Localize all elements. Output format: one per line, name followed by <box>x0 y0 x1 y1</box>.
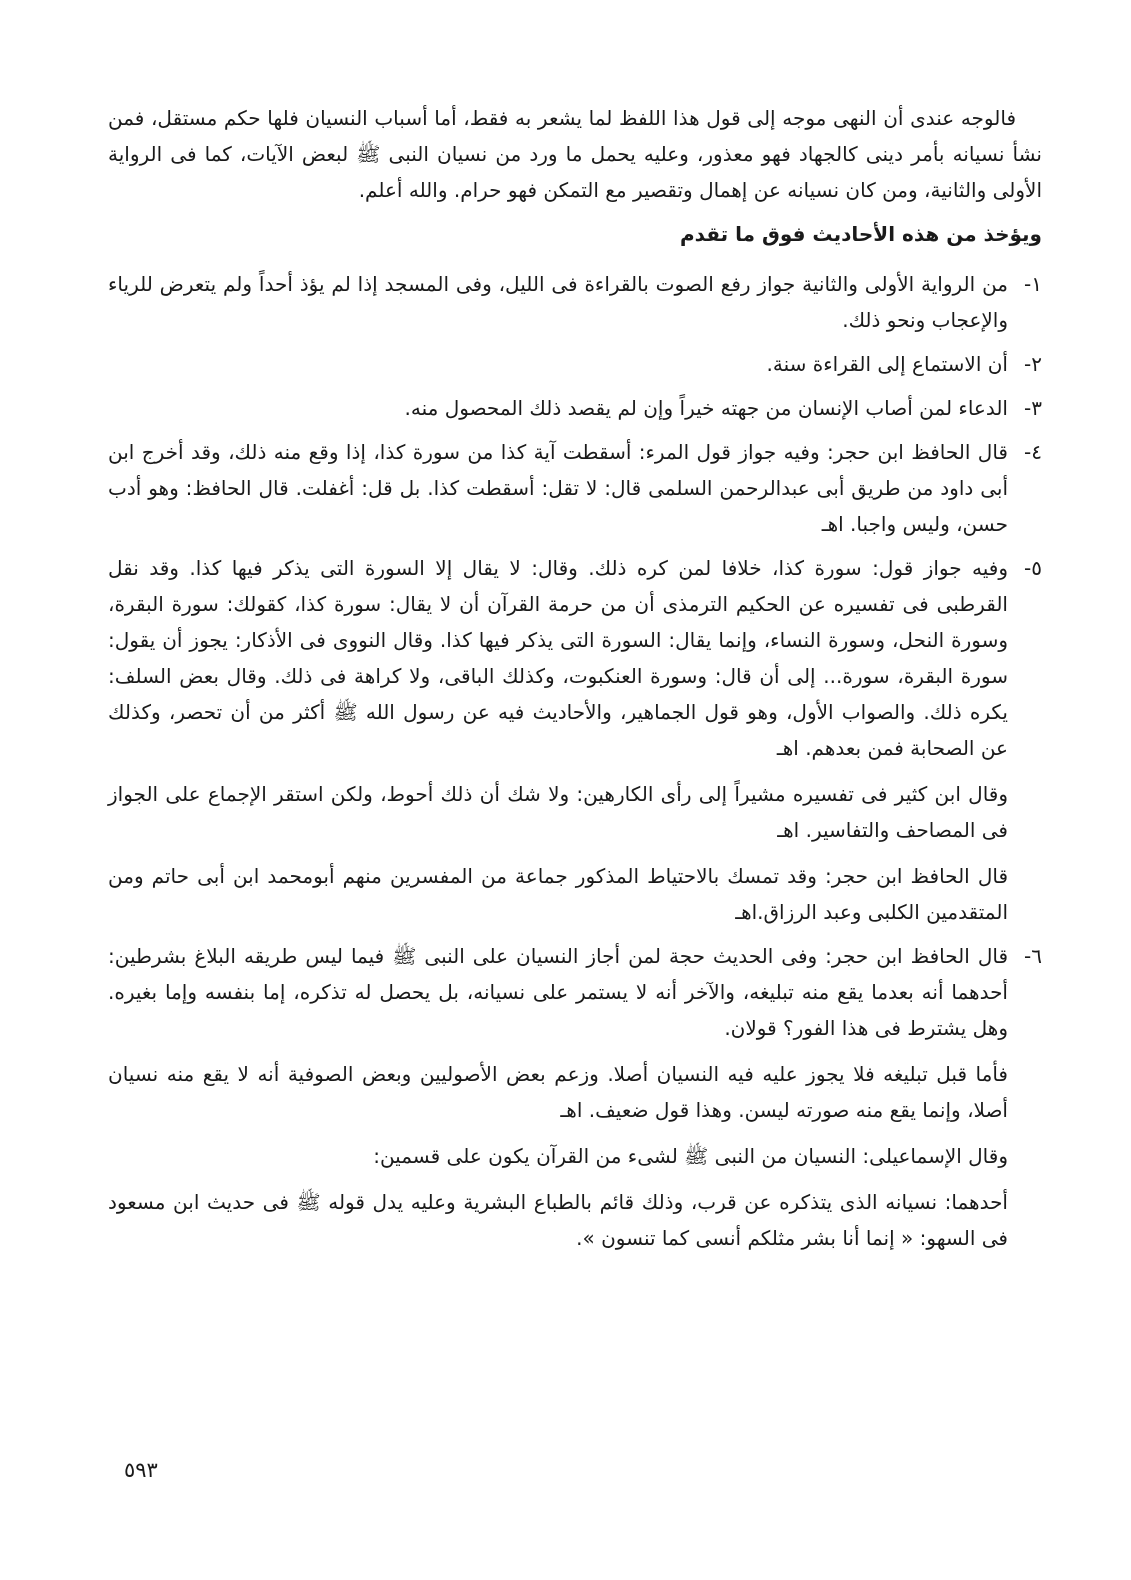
list-item-6 <box>108 938 1042 1046</box>
list-item-5 <box>108 550 1042 766</box>
item-text: أن الاستماع إلى القراءة سنة. <box>766 352 1008 376</box>
item-6-continuation-3: أحدهما: نسيانه الذى يتذكره عن قرب، وذلك قائم بالطباع البشرية وعليه يدل قوله ﷺ فى حديث ابن مسعود فى السهو: « إنما أنا بشر مثلكم أنسى كما تنسون ». <box>108 1190 1008 1250</box>
item-text: قال الحافظ ابن حجر: وفيه جواز قول المرء: أسقطت آية كذا من سورة كذا، إذا وقع منه ذلك، وقد أخرج ابن أبى داود من طريق أبى عبدالرحمن السلمى قال: لا تقل: أسقطت كذا. بل قل: أغفلت. قال الحافظ: وهو أدب حسن، وليس واجبا. اهـ <box>108 440 1008 536</box>
item-number: ٦- <box>1024 944 1042 968</box>
list-item-3 <box>108 390 1042 426</box>
item-6-continuation-1: فأما قبل تبليغه فلا يجوز عليه فيه النسيان أصلا. وزعم بعض الأصوليين وبعض الصوفية أنه لا يقع منه نسيان أصلا، وإنما يقع منه صورته ليسن. وهذا قول ضعيف. اهـ <box>108 1062 1008 1122</box>
intro-paragraph: فالوجه عندى أن النهى موجه إلى قول هذا اللفظ لما يشعر به فقط، أما أسباب النسيان فلها حكم مستقل، فمن نشأ نسيانه بأمر دينى كالجهاد فهو معذور، وعليه يحمل ما ورد من نسيان النبى ﷺ لبعض الآيات، كما فى الرواية الأولى والثانية، ومن كان نسيانه عن إهمال وتقصير مع التمكن فهو حرام. والله أعلم. <box>108 106 1042 202</box>
list-item-2 <box>108 346 1042 382</box>
item-text: من الرواية الأولى والثانية جواز رفع الصوت بالقراءة فى الليل، وفى المسجد إذا لم يؤذ أحداً ولم يتعرض للرياء والإعجاب ونحو ذلك. <box>108 272 1008 332</box>
item-6-continuation-2: وقال الإسماعيلى: النسيان من النبى ﷺ لشىء من القرآن يكون على قسمين: <box>373 1144 1008 1168</box>
item-text: الدعاء لمن أصاب الإنسان من جهته خيراً وإن لم يقصد ذلك المحصول منه. <box>404 396 1008 420</box>
list-item-4 <box>108 434 1042 542</box>
item-text: قال الحافظ ابن حجر: وفى الحديث حجة لمن أجاز النسيان على النبى ﷺ فيما ليس طريقه البلاغ بشرطين: أحدهما أنه بعدما يقع منه تبليغه، والآخر أنه لا يستمر على نسيانه، بل يحصل له تذكره، إما بنفسه وإما بغيره. وهل يشترط فى هذا الفور؟ قولان. <box>108 944 1008 1040</box>
page-number: ٥٩٣ <box>124 1458 158 1482</box>
item-5-continuation-1: وقال ابن كثير فى تفسيره مشيراً إلى رأى الكارهين: ولا شك أن ذلك أحوط، ولكن استقر الإجماع على الجواز فى المصاحف والتفاسير. اهـ <box>108 782 1008 842</box>
item-number: ٣- <box>1024 396 1042 420</box>
section-heading: ويؤخذ من هذه الأحاديث فوق ما تقدم <box>680 222 1042 246</box>
item-number: ٢- <box>1024 352 1042 376</box>
item-5-continuation-2: قال الحافظ ابن حجر: وقد تمسك بالاحتياط المذكور جماعة من المفسرين منهم أبومحمد ابن أبى حاتم ومن المتقدمين الكلبى وعبد الرزاق.اهـ <box>108 864 1008 924</box>
text-body <box>108 100 1042 1256</box>
item-text: وفيه جواز قول: سورة كذا، خلافا لمن كره ذلك. وقال: لا يقال إلا السورة التى يذكر فيها كذا. وقد نقل القرطبى فى تفسيره عن الحكيم الترمذى أن من حرمة القرآن أن لا يقال: سورة كذا، كقولك: سورة البقرة، وسورة النحل، وسورة النساء، وإنما يقال: السورة التى يذكر فيها كذا. وقال النووى فى الأذكار: يجوز أن يقول: سورة البقرة، سورة... إلى أن قال: وسورة العنكبوت، وكذلك الباقى، ولا كراهة فى ذلك. وقال بعض السلف: يكره ذلك. والصواب الأول، وهو قول الجماهير، والأحاديث فيه عن رسول الله ﷺ أكثر من أن تحصر، وكذلك عن الصحابة فمن بعدهم. اهـ <box>108 556 1008 760</box>
list-item-1 <box>108 266 1042 338</box>
item-number: ١- <box>1024 272 1042 296</box>
item-number: ٤- <box>1024 440 1042 464</box>
item-number: ٥- <box>1024 556 1042 580</box>
